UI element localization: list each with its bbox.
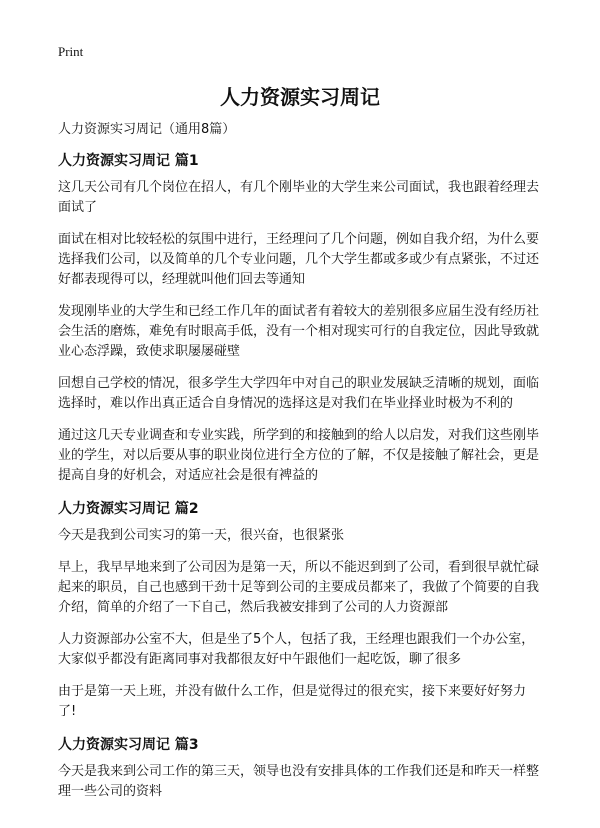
section-1: [58, 150, 542, 486]
paragraph: 今天是我来到公司工作的第三天，领导也没有安排具体的工作我们还是和昨天一样整理一些公司的资料: [58, 764, 540, 799]
paragraph: 通过这几天专业调查和专业实践，所学到的和接触到的给人以启发，对我们这些刚毕业的学生，对以后要从事的职业岗位进行全方位的了解，不仅是接触了解社会，更是提高自身的好机会，对适应社会是很有裨益的: [58, 428, 540, 483]
section-heading: 人力资源实习周记 篇3: [58, 737, 199, 753]
section-2: [58, 498, 542, 722]
print-link[interactable]: Print: [58, 44, 84, 59]
paragraph: 早上，我早早地来到了公司因为是第一天，所以不能迟到到了公司，看到很早就忙碌起来的职员，自己也感到干劲十足等到公司的主要成员都来了，我做了个简要的自我介绍，简单的介绍了一下自己，然后我被安排到了公司的人力资源部: [58, 560, 540, 615]
paragraph: 今天是我到公司实习的第一天，很兴奋，也很紧张: [58, 528, 345, 543]
paragraph: 人力资源部办公室不大，但是坐了5个人，包括了我，王经理也跟我们一个办公室，大家似乎都没有距离同事对我都很友好中午跟他们一起吃饭，聊了很多: [58, 632, 535, 667]
paragraph: 发现刚毕业的大学生和已经工作几年的面试者有着较大的差别很多应届生没有经历社会生活的磨炼，难免有时眼高手低，没有一个相对现实可行的自我定位，因此导致就业心态浮躁，致使求职屡屡碰壁: [58, 304, 540, 359]
section-heading: 人力资源实习周记 篇1: [58, 153, 199, 169]
paragraph: 由于是第一天上班，并没有做什么工作，但是觉得过的很充实，接下来要好好努力了!: [58, 684, 527, 719]
section-3: [58, 734, 542, 802]
paragraph: 回想自己学校的情况，很多学生大学四年中对自己的职业发展缺乏清晰的规划，面临选择时，难以作出真正适合自身情况的选择这是对我们在毕业择业时极为不利的: [58, 376, 540, 411]
page-title: 人力资源实习周记: [220, 85, 380, 109]
paragraph: 面试在相对比较轻松的氛围中进行，王经理问了几个问题，例如自我介绍，为什么要选择我们公司，以及简单的几个专业问题，几个大学生都或多或少有点紧张，不过还好都表现得可以，经理就叫他们回去等通知: [58, 232, 540, 287]
section-heading: 人力资源实习周记 篇2: [58, 501, 199, 517]
document-subtitle: 人力资源实习周记（通用8篇）: [58, 122, 236, 137]
paragraph: 这几天公司有几个岗位在招人，有几个刚毕业的大学生来公司面试，我也跟着经理去面试了: [58, 180, 540, 215]
